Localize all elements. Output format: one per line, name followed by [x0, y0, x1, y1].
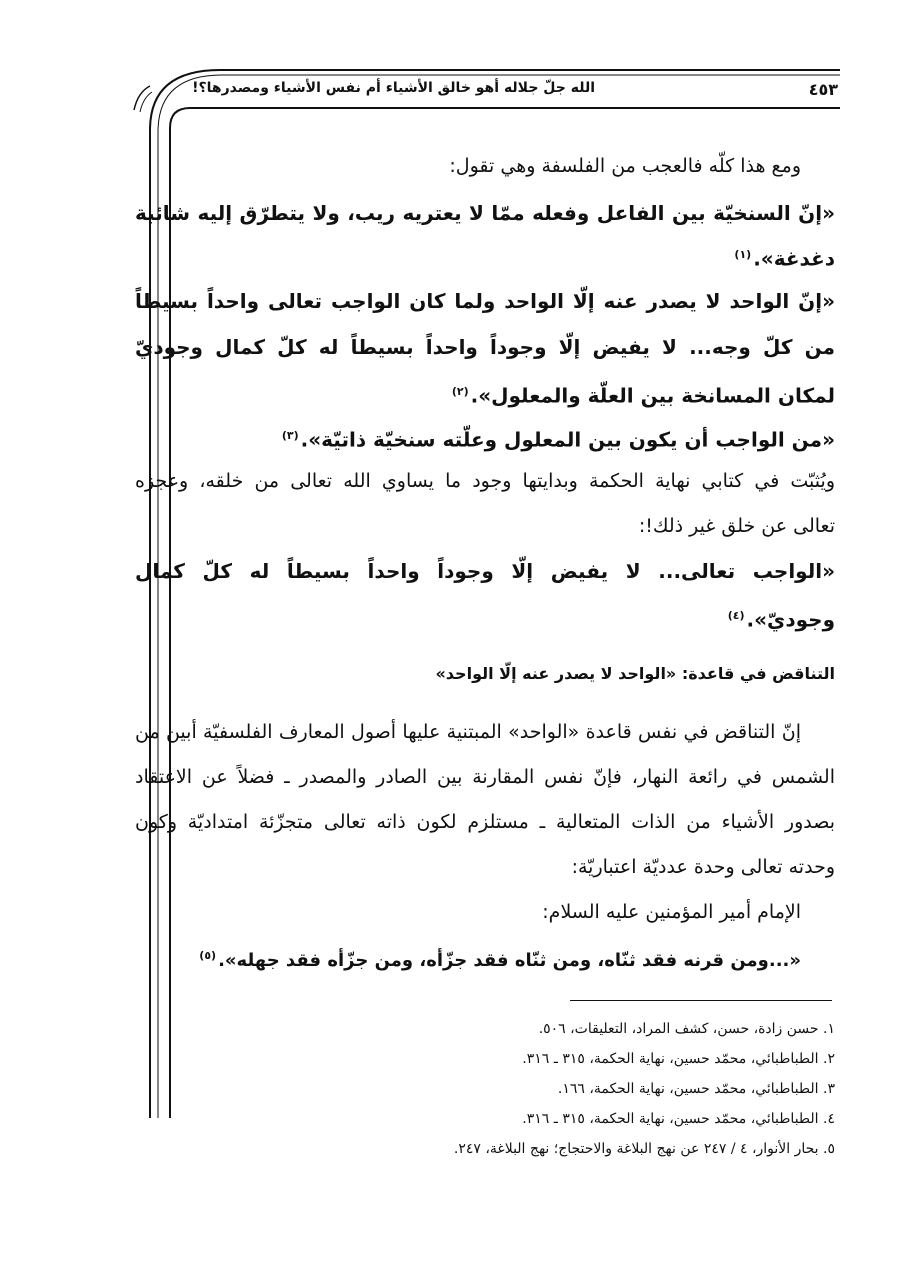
page-number: ٤٥٣	[808, 80, 838, 99]
quote1-line2	[135, 241, 835, 273]
footnote-5: ٥. بحار الأنوار، ٤ / ٢٤٧ عن نهج البلاغة والاحتجاج؛ نهج البلاغة، ٢٤٧.	[453, 1141, 835, 1157]
para2-line3: بصدور الأشياء من الذات المتعالية ـ مستلزم لكون ذاته تعالى متجزّئة امتداديّة وكون	[135, 811, 835, 833]
footnote-ref-3: (٣)	[281, 429, 299, 442]
quote1-line1: «إنّ السنخيّة بين الفاعل وفعله ممّا لا يعتريه ريب، ولا يتطرّق إليه شائبة	[135, 201, 835, 225]
footnotes	[330, 1014, 835, 1164]
quote2-line2: من كلّ وجه... لا يفيض إلّا وجوداً واحداً بسيطاً له كلّ كمال وجوديّ	[135, 335, 835, 359]
quote2-line3	[135, 378, 835, 410]
quote5-line1	[135, 942, 835, 975]
imam-line: الإمام أمير المؤمنين عليه السلام:	[542, 901, 801, 923]
footnote-3: ٣. الطباطبائي، محمّد حسين، نهاية الحكمة، ١٦٦.	[557, 1081, 835, 1097]
footnote-2: ٢. الطباطبائي، محمّد حسين، نهاية الحكمة، ٣١٥ ـ ٣١٦.	[522, 1051, 835, 1067]
quote4-line2	[135, 602, 835, 634]
intro-text: ومع هذا كلّه فالعجب من الفلسفة وهي تقول:	[449, 155, 801, 177]
para1-line2: تعالى عن خلق غير ذلك!:	[638, 515, 835, 537]
footnote-separator	[570, 1000, 832, 1001]
para2-line2: الشمس في رائعة النهار، فإنّ نفس المقارنة بين الصادر والمصدر ـ فضلاً عن الاعتقاد	[135, 766, 835, 788]
footnote-4: ٤. الطباطبائي، محمّد حسين، نهاية الحكمة، ٣١٥ ـ ٣١٦.	[522, 1111, 835, 1127]
quote3-text: «من الواجب أن يكون بين المعلول وعلّته سنخيّة ذاتيّة».	[300, 427, 835, 452]
footnote-ref-2: (٢)	[451, 385, 469, 398]
quote1-text: دغدغة».	[753, 246, 835, 271]
footnote-ref-4: (٤)	[727, 609, 745, 622]
quote4-text: وجوديّ».	[746, 607, 835, 632]
footnote-1: ١. حسن زادة، حسن، كشف المراد، التعليقات، ٥٠٦.	[538, 1021, 835, 1037]
footnote-ref-1: (١)	[734, 248, 752, 261]
para1-line1: ويُثبّت في كتابي نهاية الحكمة وبدايتها وجود ما يساوي الله تعالى من خلقه، وعجزه	[135, 470, 835, 492]
quote5-text: «...ومن قرنه فقد ثنّاه، ومن ثنّاه فقد جزّأه، ومن جزّأه فقد جهله».	[218, 950, 801, 971]
intro-line	[135, 152, 835, 180]
para2-line1: إنّ التناقض في نفس قاعدة «الواحد» المبتنية عليها أصول المعارف الفلسفيّة أبين من	[135, 721, 801, 743]
quote2-text: لمكان المسانخة بين العلّة والمعلول».	[470, 383, 835, 408]
para2-line4: وحدته تعالى وحدة عدديّة اعتباريّة:	[571, 856, 835, 878]
section-heading: التناقض في قاعدة: «الواحد لا يصدر عنه إلّا الواحد»	[435, 664, 835, 683]
quote3-line1	[135, 422, 835, 454]
running-header-title: الله جلّ جلاله أهو خالق الأشياء أم نفس الأشياء ومصدرها؟!	[192, 80, 595, 96]
main-text	[135, 0, 835, 1000]
footnote-ref-5: (٥)	[199, 949, 217, 962]
quote4-line1: «الواجب تعالى... لا يفيض إلّا وجوداً واحداً بسيطاً له كلّ كمال	[135, 559, 835, 583]
quote2-line1: «إنّ الواحد لا يصدر عنه إلّا الواحد ولما كان الواجب تعالى واحداً بسيطاً	[135, 289, 835, 313]
